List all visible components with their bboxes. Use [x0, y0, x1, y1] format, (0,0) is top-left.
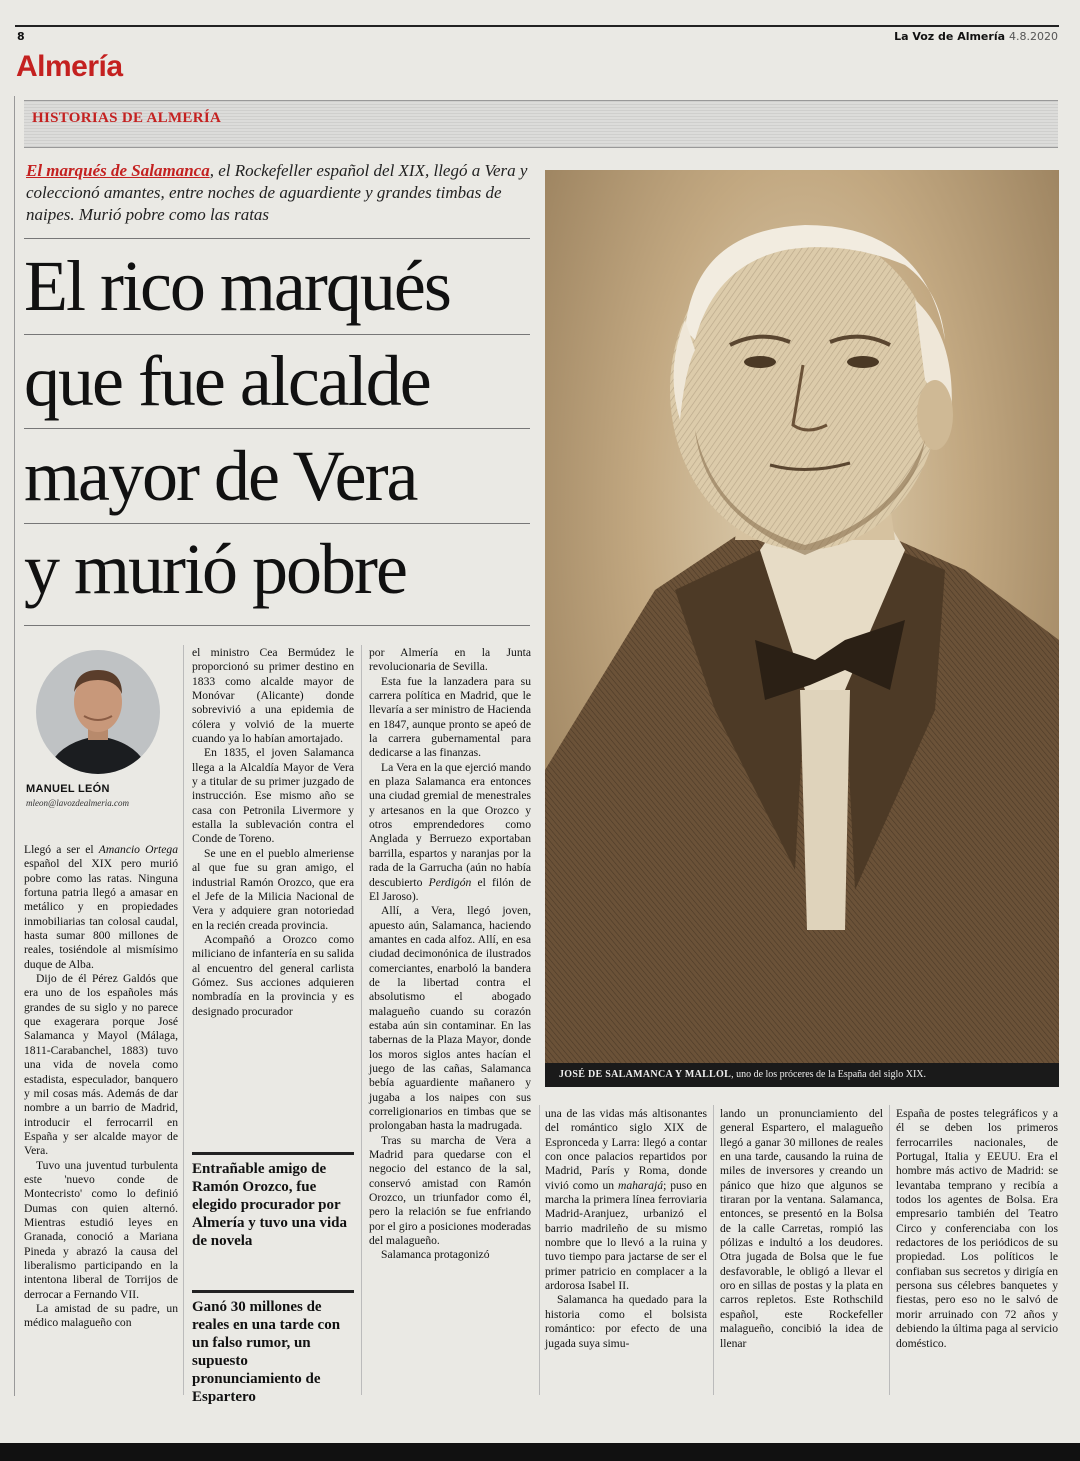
portrait-engraving	[545, 170, 1059, 1065]
body-column-3	[369, 646, 531, 1263]
photo-caption	[545, 1063, 1059, 1087]
paragraph: Esta fue la lanzadera para su carrera política en Madrid, que le llevaría a ser ministro de Hacienda en 1847, aunque pronto se apeó de la carrera gubernamental para dedicarse a las finanzas.	[369, 674, 531, 760]
publication-info	[894, 30, 1058, 43]
paragraph: lando un pronunciamiento del general Espartero, el malagueño llegó a ganar 30 millones de reales en una tarde, causando la ruina de miles de inversores y creando un pánico que hizo que algunos se tiraran por la ventana. Salamanca, entonces, se presentó en la Bolsa de la calle Carretas, rompió las pólizas e indultó a los deudores. Otra jugada de Bolsa que le fue desfavorable, le obligó a llevar el oro en sillas de postas y la plata en carros repletos. Este Rothschild español, este Rockefeller malagueño, concibió la idea de llenar	[720, 1107, 883, 1350]
body-column-6	[896, 1107, 1058, 1351]
paragraph: por Almería en la Junta revolucionaria de Sevilla.	[369, 646, 531, 674]
series-label: HISTORIAS DE ALMERÍA	[32, 110, 222, 126]
column-rule	[889, 1105, 890, 1395]
headline-line-1: El rico marqués	[24, 246, 450, 326]
paragraph: Se une en el pueblo almeriense al que fue su gran amigo, el industrial Ramón Orozco, que era el Jefe de la Milicia Nacional de Vera y adquiere gran notoriedad en la recién creada provincia.	[192, 846, 354, 932]
publication-date: 4.8.2020	[1009, 30, 1058, 43]
paragraph: España de postes telegráficos y a él se deben los primeros ferrocarriles nacionales, de Portugal, Italia y EEUU. Era el hombre más activo de Madrid: se levantaba temprano y recibía a todos los agentes de Bolsa. Era empresario también del Teatro Circo y conferenciaba con los redactores de los periódicos de su propiedad. Los políticos le confiaban sus secretos y dirigía en persona sus célebres banquetes y fiestas, pero eso no le salvó de morir arruinado con 72 años y debiendo la última paga al servicio doméstico.	[896, 1107, 1058, 1350]
column-rule	[361, 645, 362, 1395]
paragraph: el ministro Cea Bermúdez le proporcionó su primer destino en 1833 como alcalde mayor de Monóvar (Alicante) donde sobrevivió a una epidemia de cólera y volvió de la muerte cuando ya lo habían amortajado.	[192, 646, 354, 746]
body-column-2	[192, 646, 354, 1019]
text-run: ; puso en marcha la primera línea ferroviaria Madrid-Aranjuez, urbanizó el barrio madrileño de su mismo nombre que lo llevó a la ruina y tuvo tiempo para jactarse de ser el primer patricio en complacer a la ardorosa Isabel II.	[545, 1178, 707, 1293]
screen-bottom-bar	[0, 1443, 1080, 1461]
headline-rule	[24, 238, 530, 239]
caption-name: JOSÉ DE SALAMANCA Y MALLOL	[559, 1069, 732, 1080]
paragraph: Tuvo una juventud turbulenta este 'nuevo conde de Montecristo' como lo definió Dumas con quien alternó. Mientras estudió leyes en Granada, conoció a Mariana Pineda y abrazó la causa del liberalismo participando en la intentona liberal de Torrijos de derrocar a Fernando VII.	[24, 1158, 178, 1301]
paragraph: La amistad de su padre, un médico malagueño con	[24, 1302, 178, 1330]
portrait-illustration	[545, 170, 1059, 1065]
paragraph: Salamanca ha quedado para la historia como el bolsista romántico: por efecto de una jugada suya simu-	[545, 1293, 707, 1350]
paragraph: Dijo de él Pérez Galdós que era uno de los españoles más grandes de su siglo y no parece que exagerara porque José Salamanca y Mayol (Málaga, 1811-Carabanchel, 1883) tuvo una vida de novela como estadista, especulador, banquero y mil cosas más. Además de dar nombre a un barrio de Madrid, introducir el ferrocarril en España y ser alcalde mayor de Vera.	[24, 972, 178, 1158]
headline-rule	[24, 428, 530, 429]
column-rule	[539, 1105, 540, 1395]
paragraph	[545, 1107, 707, 1293]
page-number: 8	[17, 30, 25, 43]
paragraph: Salamanca protagonizó	[381, 1248, 490, 1262]
text-run: Llegó a ser el	[24, 843, 99, 856]
paragraph: En 1835, el joven Salamanca llega a la Alcaldía Mayor de Vera y a titular de su primer juzgado de instrucción. Ese mismo año se casa con Petronila Livermore y estalla la sublevación contra el Conde de Toreno.	[192, 746, 354, 846]
section-title: Almería	[16, 50, 123, 83]
text-run: maharajá	[617, 1178, 664, 1192]
paragraph: Acompañó a Orozco como miliciano de infantería en su salida al encuentro del general carlista Gómez. Sus acciones adquieren nombradía en la provincia y es designado procurador	[192, 932, 354, 1018]
body-column-1	[24, 843, 178, 1331]
text-run: Amancio Ortega	[98, 843, 178, 856]
text-run: La Vera en la que ejerció mando en plaza Salamanca era entonces una ciudad gremial de menestrales y artesanos en la que Orozco y otros emprendedores como Anglada y Berruezo exportaban barrilla, espartos y naranjas por la rada de la Garrucha (aún no había descubierto	[369, 760, 531, 889]
author-name: MANUEL LEÓN	[26, 783, 110, 795]
text-run: Perdigón	[428, 875, 472, 889]
body-column-4	[545, 1107, 707, 1351]
publication-name: La Voz de Almería	[894, 30, 1006, 43]
headline-line-4: y murió pobre	[24, 529, 406, 609]
author-email: mleon@lavozdealmeria.com	[26, 798, 130, 808]
kicker-text: , el Rockefeller español del XIX, llegó a Vera y coleccionó amantes, entre noches de aguardiente y grandes timbas de naipes. Murió pobre como las ratas	[26, 161, 528, 224]
headline-rule	[24, 625, 530, 626]
body-column-5	[720, 1107, 883, 1351]
paragraph: Tras su marcha de Vera a Madrid para quedarse con el negocio del estanco de la sal, conservó amistad con Ramón Orozco, un triunfador como él, pero la relación se fue enfriando por el giro a posiciones moderadas del malagueño.	[369, 1133, 531, 1248]
headline-line-3: mayor de Vera	[24, 436, 417, 516]
kicker-lead: El marqués de Salamanca	[26, 161, 210, 180]
author-avatar	[36, 650, 160, 774]
text-run: una de las vidas más altisonantes del romántico siglo XIX de Espronceda y Larra: llegó a contar con once palacios repartidos por Madrid, París y Roma, donde vivió como un	[545, 1107, 707, 1192]
pull-quote-rule	[192, 1290, 354, 1293]
paragraph	[24, 843, 178, 972]
headline-rule	[24, 334, 530, 335]
paragraph: Allí, a Vera, llegó joven, apuesto aún, Salamanca, haciendo amantes en cada alfoz. Allí, en esa ciudad decimonónica de ilustrados comerciantes, enarboló la bandera de la libertad contra el absolutismo el abogado malagueño cuando su corazón estaba aún sin contaminar. En las tabernas de la Plaza Mayor, donde los moros siglos antes hacían el juego de las cañas, Salamanca bebía aguardiente mañanero y jugaba a los naipes con sus correligionarios en timbas que se prolongaban hasta la madrugada.	[369, 904, 531, 1133]
text-run: el filón de El Jaroso).	[369, 875, 532, 903]
headline-line-2: que fue alcalde	[24, 341, 430, 421]
pull-quote-rule	[192, 1152, 354, 1155]
text-run: español del XIX pero murió pobre como las ratas. Ninguna fortuna patria llegó a amasar en metálico y en propiedades inmobiliarias tan colosal caudal, hasta sumar 800 millones de reales, tosiéndole al mismísimo duque de Alba.	[24, 857, 178, 971]
series-band	[24, 100, 1058, 148]
kicker	[26, 160, 536, 226]
caption-text: , uno de los próceres de la España del siglo XIX.	[731, 1069, 927, 1080]
pull-quote-1: Entrañable amigo de Ramón Orozco, fue elegido procurador por Almería y tuvo una vida de novela	[192, 1161, 348, 1249]
column-rule	[183, 645, 184, 1395]
pull-quote-2: Ganó 30 millones de reales en una tarde con un falso rumor, un supuesto pronunciamiento de Espartero	[192, 1299, 341, 1405]
headline-rule	[24, 523, 530, 524]
left-rule	[14, 96, 15, 1396]
column-rule	[713, 1105, 714, 1395]
top-rule	[15, 25, 1059, 27]
paragraph	[369, 761, 531, 904]
avatar-illustration	[36, 650, 160, 774]
